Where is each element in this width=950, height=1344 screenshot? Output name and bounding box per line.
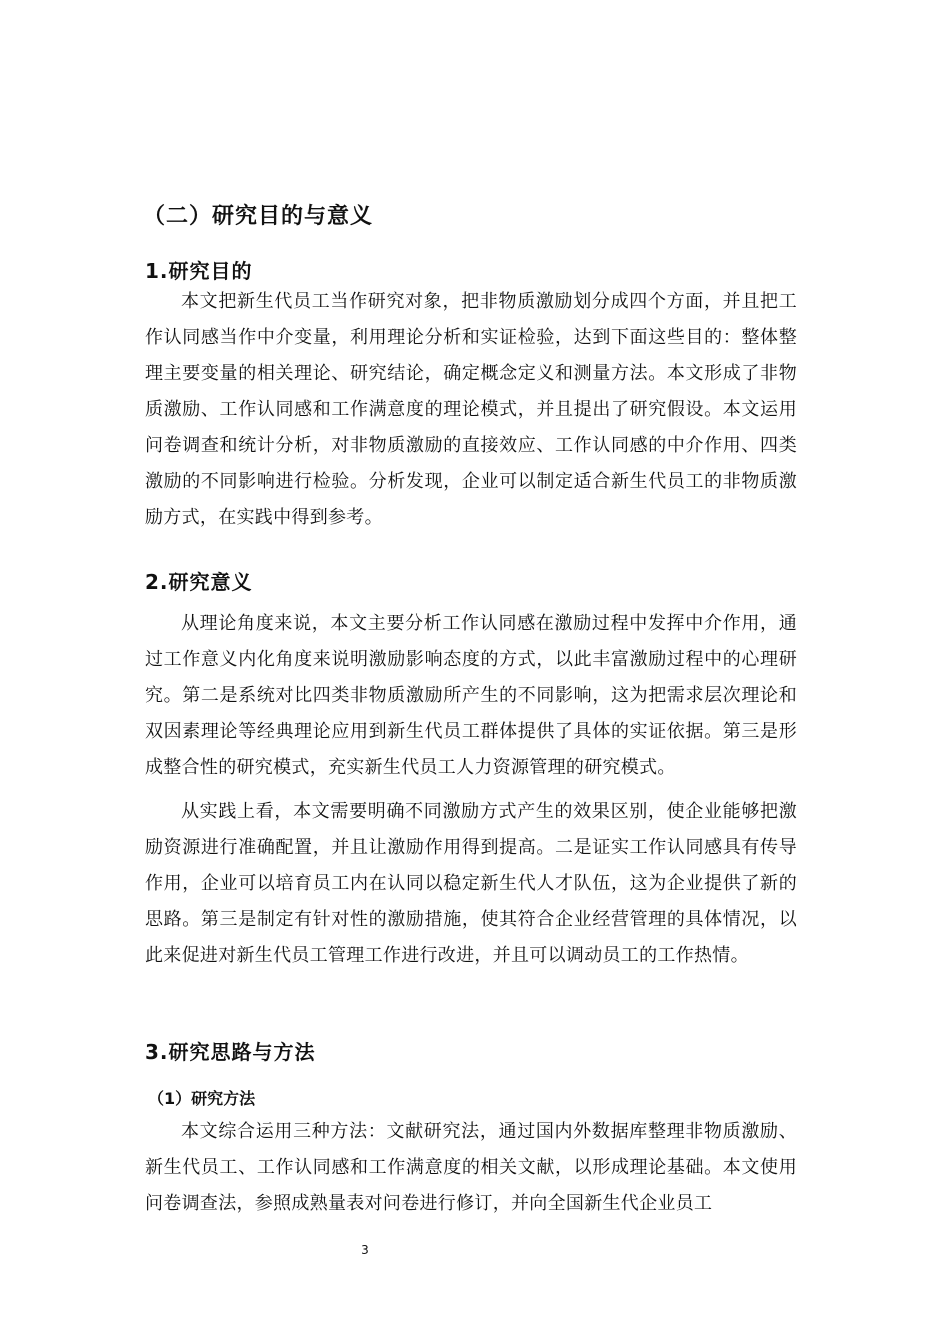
subsection-heading-research-purpose: 1.研究目的 bbox=[145, 259, 253, 283]
subsection-heading-research-approach: 3.研究思路与方法 bbox=[145, 1040, 316, 1064]
subsection-heading-research-significance: 2.研究意义 bbox=[145, 570, 253, 594]
paragraph-research-methods: 本文综合运用三种方法：文献研究法，通过国内外数据库整理非物质激励、新生代员工、工作认同感和工作满意度的相关文献，以形成理论基础。本文使用问卷调查法，参照成熟量表对问卷进行修订，并向全国新生代企业员工 bbox=[145, 1121, 797, 1214]
paragraph-theoretical-significance: 从理论角度来说，本文主要分析工作认同感在激励过程中发挥中介作用，通过工作意义内化角度来说明激励影响态度的方式，以此丰富激励过程中的心理研究。第二是系统对比四类非物质激励所产生的不同影响，这为把需求层次理论和双因素理论等经典理论应用到新生代员工群体提供了具体的实证依据。第三是形成整合性的研究模式，充实新生代员工人力资源管理的研究模式。 bbox=[145, 613, 797, 778]
subsubsection-heading-research-methods: （1）研究方法 bbox=[148, 1089, 256, 1108]
section-heading: （二）研究目的与意义 bbox=[143, 204, 374, 229]
paragraph-practical-significance: 从实践上看，本文需要明确不同激励方式产生的效果区别，使企业能够把激励资源进行准确配置，并且让激励作用得到提高。二是证实工作认同感具有传导作用，企业可以培育员工内在认同以稳定新生代人才队伍，这为企业提供了新的思路。第三是制定有针对性的激励措施，使其符合企业经营管理的具体情况，以此来促进对新生代员工管理工作进行改进，并且可以调动员工的工作热情。 bbox=[145, 801, 797, 966]
page-number: 3 bbox=[361, 1243, 369, 1257]
paragraph-research-purpose: 本文把新生代员工当作研究对象，把非物质激励划分成四个方面，并且把工作认同感当作中介变量，利用理论分析和实证检验，达到下面这些目的：整体整理主要变量的相关理论、研究结论，确定概念定义和测量方法。本文形成了非物质激励、工作认同感和工作满意度的理论模式，并且提出了研究假设。本文运用问卷调查和统计分析，对非物质激励的直接效应、工作认同感的中介作用、四类激励的不同影响进行检验。分析发现，企业可以制定适合新生代员工的非物质激励方式，在实践中得到参考。 bbox=[145, 291, 797, 528]
